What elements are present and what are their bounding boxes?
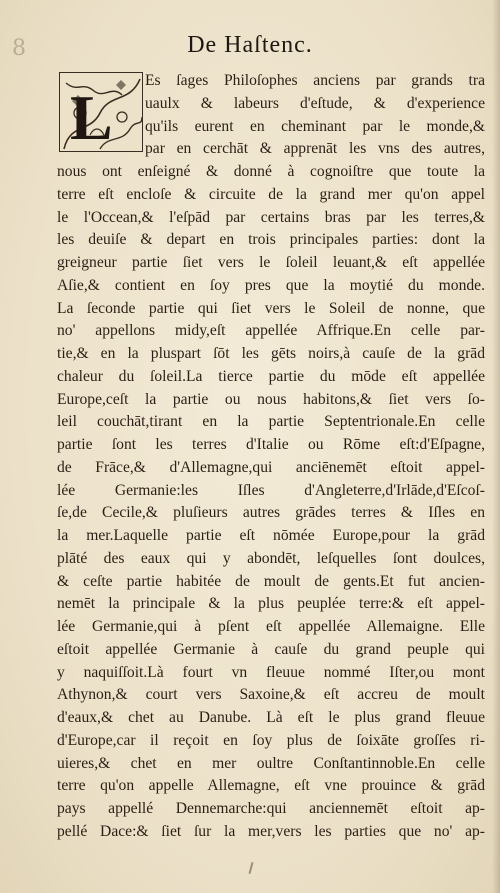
text-line: pellé Dace:& ſiet ſur la mer,vers les parties que no' ap- [57,822,485,840]
page-mark [248,862,253,874]
body-text [57,70,485,844]
text-line: terre qu'on appelle Allemagne, eſt vne prouince & grād [57,777,485,795]
text-line: uieres,& chet en mer oultre Conſtantinnoble.En celle [57,754,485,772]
text-line: lée Germanie:les Iſles d'Angleterre,d'Irlāde,d'Eſcoſ- [57,481,485,499]
text-line: les deuiſe & depart en trois principales parties: dont la [57,231,485,249]
text-line: terre eſt encloſe & circuite de la grand mer qu'on appel [57,185,485,203]
text-line: plāté des eaux qui y abondēt, leſquelles ſont doulces, [57,549,485,567]
text-line: leil couchāt,tirant en la partie Septentrionale.En celle [57,413,485,431]
text-line: Europe,ceſt la partie ou nous habitons,& ſiet vers ſo- [57,390,485,408]
text-line: tie,& en la pluspart ſōt les gēts noirs,à cauſe de la grād [57,345,485,362]
running-head: De Haſtenc. [187,32,313,58]
text-line: chaleur du ſoleil.La tierce partie du mōde eſt appellée [57,367,485,385]
text-line: Es ſages Philoſophes anciens par grands tra [145,72,485,89]
text-line: lée Germanie,qui à pſent eſt appellée Allemaigne. Elle [57,618,485,635]
text-line: Athynon,& court vers Saxoine,& eſt accreu de moult [57,686,485,704]
text-line: qu'ils eurent en cheminant par le monde,& [145,117,485,135]
text-line: y naquiſſoit.Là fourt vn fleuue nommé Iſter,ou mont [57,663,485,681]
text-line: de Frāce,& d'Allemagne,qui anciēnemēt eſtoit appel- [57,458,485,476]
text-line: la mer.Laquelle partie eſt nōmée Europe,pour la grād [57,527,485,544]
text-line: ſe,de Cecile,& pluſieurs autres grādes terres & Iſles en [57,504,485,522]
text-line: partie ſont les terres d'Italie ou Rōme eſt:d'Eſpagne, [57,436,485,453]
page-edge-shadow [492,0,500,893]
text-line: pays appellé Dennemarche:qui anciennemēt eſtoit ap- [57,800,485,817]
initial-letter: L [70,82,113,152]
text-line: Aſie,& contient en ſoy pres que la moytié du monde. [57,276,485,294]
text-line: par en cerchāt & apprenāt les vns des autres, [145,140,485,158]
text-line: La ſeconde partie qui ſiet vers le Soleil de nonne, que [57,299,485,317]
text-line: le l'Occean,& l'eſpād par certains bras par les terres,& [57,208,485,226]
text-line: d'eaux,& chet au Danube. Là eſt le plus grand fleuue [57,709,485,726]
text-line: eſtoit appellée Germanie à cauſe du grand peuple qui [57,640,485,658]
text-line: & ceſte partie habitée de moult de gents.Et fut ancien- [57,572,485,590]
text-line: nemēt la principale & la plus peuplée terre:& eſt appel- [57,595,485,613]
text-line: uaulx & labeurs d'eſtude, & d'experience [145,94,485,112]
text-line: nous ont enſeigné & donné à cognoiſtre que toute la [57,163,485,180]
folio-mark: 8 [12,36,26,61]
text-line: d'Europe,car il reçoit en ſoy plus de ſoixāte groſſes ri- [57,731,485,749]
text-line: greigneur partie ſiet vers le ſoleil leuant,& eſt appellée [57,254,485,271]
text-line: no' appellons midy,eſt appellée Affrique.En celle par- [57,322,485,340]
